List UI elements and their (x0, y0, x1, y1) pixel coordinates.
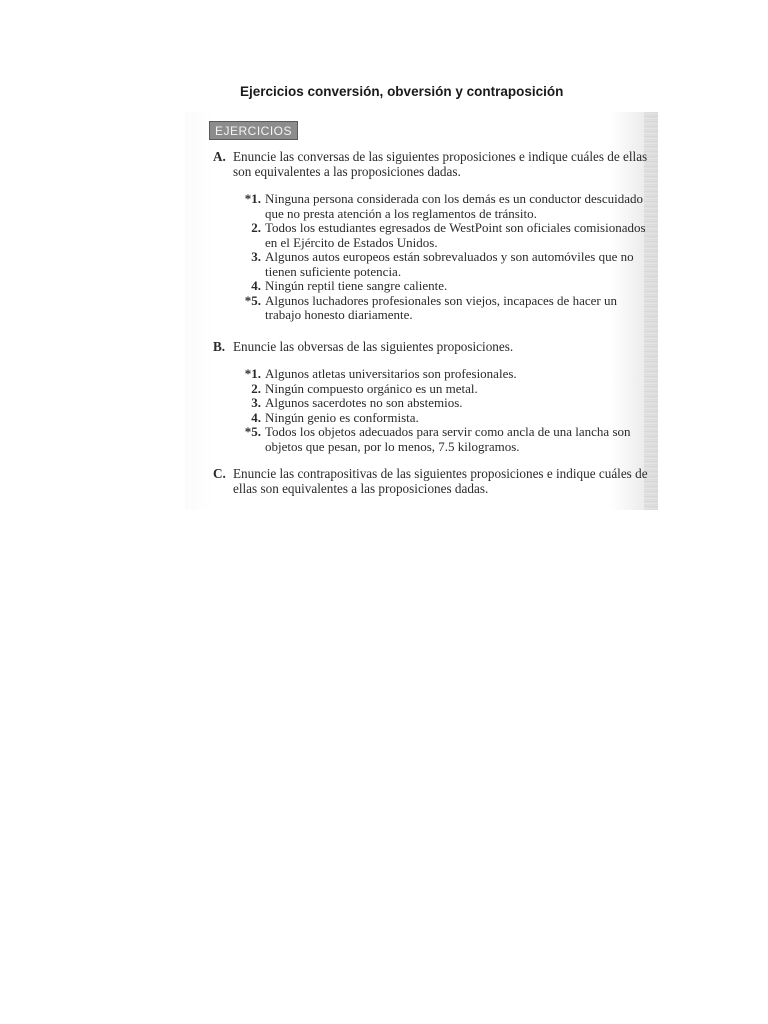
item-text: Todos los estudiantes egresados de WestPoint son oficiales comisionados en el Ejército de Estados Unidos. (265, 220, 646, 250)
section-letter: C. (213, 466, 226, 481)
list-item (235, 192, 647, 221)
scanned-exercise-image (185, 112, 658, 510)
section-a-instruction (213, 150, 648, 179)
item-number: *1. (244, 366, 261, 381)
item-number: *1. (244, 191, 261, 206)
section-b-instruction (213, 340, 648, 355)
item-text: Ningún reptil tiene sangre caliente. (265, 278, 448, 293)
item-number: 4. (251, 409, 261, 425)
list-item (235, 294, 647, 323)
section-instruction-text: Enuncie las obversas de las siguientes proposiciones. (233, 339, 514, 354)
exercises-badge: EJERCICIOS (209, 121, 298, 140)
item-number: 4. (251, 278, 261, 293)
item-text: Ningún compuesto orgánico es un metal. (265, 380, 478, 396)
document-title: Ejercicios conversión, obversión y contraposición (240, 84, 564, 99)
item-text: Algunos autos europeos están sobrevaluados y son automóviles que no tienen suficiente potencia. (265, 249, 634, 279)
item-number: 3. (251, 249, 261, 264)
list-item (235, 367, 647, 382)
list-item (235, 279, 647, 294)
section-instruction-text: Enuncie las conversas de las siguientes proposiciones e indique cuáles de ellas son equivalentes a las proposiciones dadas. (233, 149, 648, 179)
list-item (235, 396, 647, 411)
item-text: Ningún genio es conformista. (265, 409, 419, 425)
item-number: *5. (244, 292, 261, 308)
item-number: 3. (251, 395, 261, 410)
item-text: Algunos luchadores profesionales son viejos, incapaces de hacer un trabajo honesto diariamente. (265, 292, 617, 322)
section-a-items (235, 192, 647, 323)
item-number: 2. (251, 220, 261, 235)
item-text: Ninguna persona considerada con los demás es un conductor descuidado que no presta atención a los reglamentos de tránsito. (265, 191, 643, 221)
section-instruction-text: Enuncie las contrapositivas de las siguientes proposiciones e indique cuáles de ellas son equivalentes a las proposiciones dadas. (233, 466, 648, 496)
section-letter: A. (213, 149, 226, 164)
list-item (235, 411, 647, 426)
section-c-instruction (213, 467, 648, 496)
section-b-items (235, 367, 647, 454)
list-item (235, 250, 647, 279)
section-letter: B. (213, 339, 226, 354)
item-text: Algunos atletas universitarios son profesionales. (265, 366, 517, 381)
item-text: Algunos sacerdotes no son abstemios. (265, 395, 463, 410)
item-number: 2. (251, 380, 261, 396)
item-number: *5. (244, 424, 261, 439)
list-item (235, 382, 647, 397)
list-item (235, 221, 647, 250)
list-item (235, 425, 647, 454)
item-text: Todos los objetos adecuados para servir como ancla de una lancha son objetos que pesan, por lo menos, 7.5 kilogramos. (265, 424, 631, 454)
